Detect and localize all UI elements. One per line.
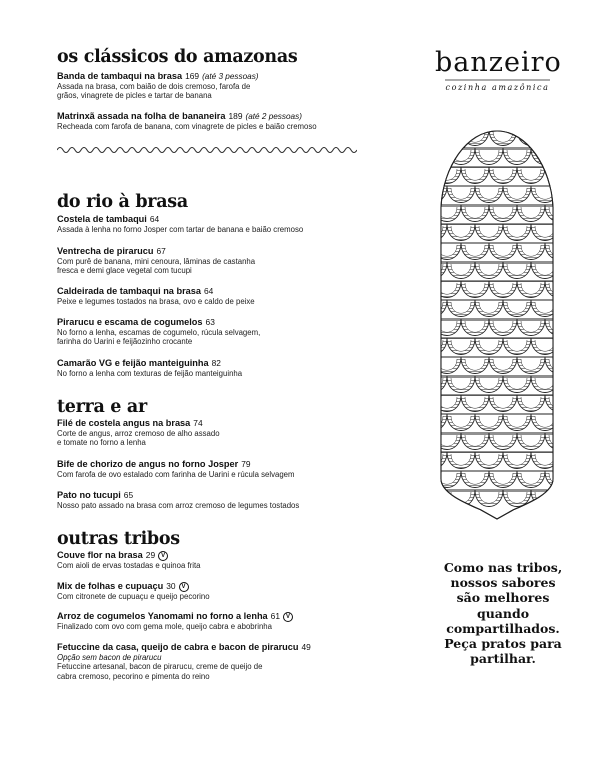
item-option: Opção sem bacon de pirarucu [57, 653, 162, 662]
item-description: Com citronete de cupuaçu e queijo pecorino [57, 592, 210, 601]
scale [545, 129, 557, 146]
item-name: Fetuccine da casa, queijo de cabra e bacon de pirarucu [57, 642, 299, 652]
menu-item [57, 418, 397, 448]
item-name: Pato no tucupi [57, 490, 121, 500]
item-name: Costela de tambaqui [57, 214, 147, 224]
item-price: 64 [149, 214, 160, 224]
item-name: Bife de chorizo de angus no forno Josper [57, 459, 239, 469]
fish-scales-illustration [437, 127, 557, 523]
item-name: Couve flor na brasa [57, 550, 143, 560]
item-price: 67 [156, 246, 166, 256]
item-description: Corte de angus, arroz cremoso de alho assado [57, 429, 220, 438]
item-description: Com purê de banana, mini cenoura, lâminas de castanha [57, 257, 256, 266]
menu-item [57, 111, 397, 131]
scale-inner [549, 169, 557, 180]
menu-item [57, 581, 397, 601]
logo-rule [435, 78, 560, 82]
item-description: e tomate no forno a lenha [57, 438, 146, 448]
item-price: 30 [166, 581, 176, 591]
vegetarian-icon: V [179, 582, 189, 592]
item-price: 82 [211, 358, 221, 368]
section-title-rio: do rio à brasa [57, 192, 188, 212]
item-price: 61 [270, 611, 280, 621]
item-description: Assada à lenha no forno Josper com tartar de banana e baião cremoso [57, 225, 304, 234]
item-price: 29 [145, 550, 156, 560]
item-description: farinha do Uarini e feijãozinho crocante [57, 337, 193, 347]
item-description: Finalizado com ovo com gema mole, queijo cabra e abobrinha [57, 622, 272, 631]
item-note: (até 3 pessoas) [202, 72, 259, 81]
item-name: Camarão VG e feijão manteiguinha [57, 358, 209, 368]
item-price: 189 [228, 111, 243, 121]
menu-item [57, 317, 397, 347]
item-price: 169 [185, 71, 200, 81]
menu-item [57, 246, 397, 276]
menu-item [57, 358, 397, 378]
item-description: Assada na brasa, com baião de dois cremoso, farofa de [57, 82, 251, 91]
menu-item [57, 490, 397, 510]
item-description: cabra cremoso, pecorino e pimenta do reino [57, 671, 210, 681]
item-description: Peixe e legumes tostados na brasa, ovo e caldo de peixe [57, 297, 255, 306]
item-name: Matrinxã assada na folha de bananeira [57, 111, 226, 121]
item-description: fresca e demi glace vegetal com tucupi [57, 266, 192, 276]
item-price: 79 [241, 459, 251, 469]
section-title-outras: outras tribos [57, 529, 180, 549]
wavy-divider [57, 144, 357, 156]
menu-item [57, 642, 397, 681]
menu-item [57, 611, 397, 631]
menu-item [57, 459, 397, 479]
menu-item [57, 286, 397, 306]
brand-name: banzeiro [435, 47, 562, 78]
item-name: Mix de folhas e cupuaçu [57, 581, 164, 591]
item-note: (até 2 pessoas) [245, 112, 302, 121]
item-name: Ventrecha de pirarucu [57, 246, 154, 256]
item-price: 63 [205, 317, 215, 327]
scale-inner [549, 131, 557, 142]
item-description: Com farofa de ovo estalado com farinha de Uarini e rúcula selvagem [57, 470, 295, 479]
scale-inner [521, 131, 541, 142]
item-description: No forno a lenha com texturas de feijão manteiguinha [57, 369, 243, 378]
item-name: Arroz de cogumelos Yanomami no forno a lenha [57, 611, 268, 621]
item-name: Caldeirada de tambaqui na brasa [57, 286, 201, 296]
item-description: Nosso pato assado na brasa com arroz cremoso de legumes tostados [57, 501, 300, 510]
tagline: Como nas tribos, nossos sabores são melhores quando compartilhados. Peça pratos para partilhar. [443, 560, 563, 667]
menu-item [57, 214, 397, 234]
scale-inner [437, 131, 457, 142]
item-price: 65 [123, 490, 134, 500]
menu-item [57, 550, 397, 570]
item-name: Filé de costela angus na brasa [57, 418, 191, 428]
vegetarian-icon: V [158, 551, 168, 561]
item-price: 49 [301, 642, 311, 652]
item-description: Com aioli de ervas tostadas e quinoa frita [57, 561, 201, 570]
brand-logo [435, 48, 560, 92]
brand-subtitle: cozinha amazônica [445, 83, 550, 92]
scale [437, 490, 447, 507]
scale [437, 148, 447, 165]
scale [437, 129, 461, 146]
vegetarian-icon: V [283, 612, 293, 622]
menu-item [57, 71, 397, 101]
item-description: grãos, vinagrete de picles e tartar de banana [57, 91, 212, 101]
item-description: No forno a lenha, escamas de cogumelo, rúcula selvagem, [57, 328, 261, 337]
item-name: Pirarucu e escama de cogumelos [57, 317, 203, 327]
item-description: Fetuccine artesanal, bacon de pirarucu, creme de queijo de [57, 662, 263, 672]
scale-inner [437, 492, 443, 503]
section-title-terra: terra e ar [57, 397, 147, 417]
section-title-classicos: os clássicos do amazonas [57, 47, 298, 67]
item-price: 74 [193, 418, 203, 428]
item-price: 64 [204, 286, 214, 296]
item-name: Banda de tambaqui na brasa [57, 71, 183, 81]
item-description: Recheada com farofa de banana, com vinagrete de picles e baião cremoso [57, 122, 317, 131]
scale-inner [437, 150, 443, 161]
